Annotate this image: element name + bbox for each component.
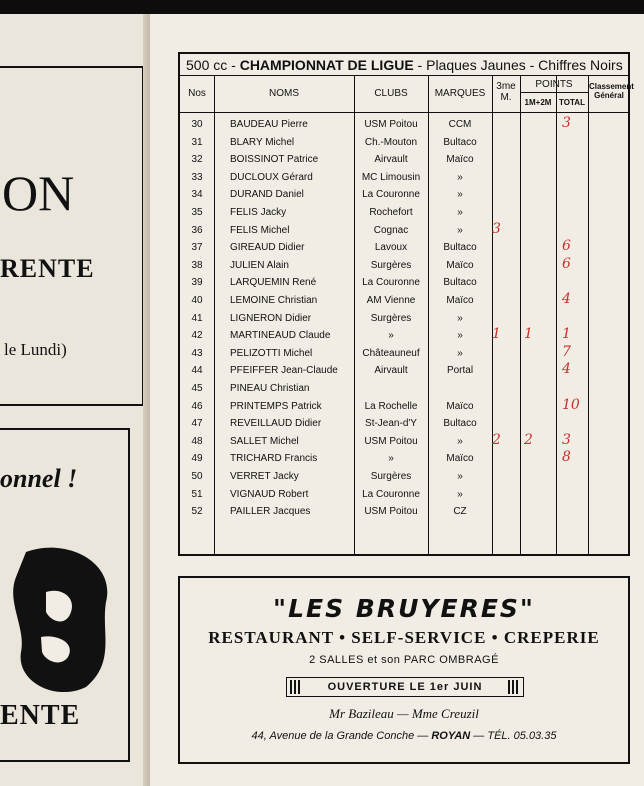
table-row — [180, 169, 628, 187]
rider-name: PRINTEMPS Patrick — [230, 400, 322, 412]
rider-club: Airvault — [374, 365, 408, 377]
handwritten-score: 2 — [524, 431, 533, 448]
stripe-decoration — [508, 680, 520, 694]
title-prefix: 500 cc - — [186, 57, 240, 73]
handwritten-score: 7 — [562, 343, 571, 360]
rider-number: 52 — [191, 506, 203, 518]
handwritten-score: 6 — [562, 255, 571, 272]
left-fragment-rente: RENTE — [0, 254, 95, 283]
rider-number: 41 — [191, 312, 203, 324]
header-noms: NOMS — [269, 88, 299, 99]
rider-club: La Couronne — [362, 488, 420, 500]
ad-name: "LES BRUYERES" — [273, 594, 535, 623]
rider-number: 45 — [191, 383, 203, 394]
table-title — [180, 54, 628, 76]
rider-number: 34 — [191, 189, 203, 201]
rider-name: REVEILLAUD Didier — [230, 418, 322, 430]
rider-club: Cognac — [373, 224, 409, 236]
table-row — [180, 204, 628, 222]
title-suffix: - Plaques Jaunes - Chiffres Noirs — [413, 57, 623, 73]
rider-make: » — [457, 189, 463, 201]
header-marques: MARQUES — [434, 88, 486, 99]
rider-make: » — [457, 207, 463, 218]
table-row — [180, 151, 628, 169]
table-row — [180, 468, 628, 486]
rider-club: Ch.-Mouton — [364, 136, 418, 148]
handwritten-score: 4 — [562, 361, 571, 378]
rider-number: 39 — [191, 277, 203, 289]
championship-table — [178, 52, 634, 556]
stripe-decoration — [290, 680, 302, 694]
rider-number: 49 — [191, 453, 203, 465]
rider-club: La Rochelle — [364, 400, 418, 412]
rider-make: CCM — [448, 119, 472, 130]
rider-club: Surgères — [370, 312, 412, 324]
left-fragment-lundi: le Lundi) — [4, 340, 67, 359]
rider-number: 38 — [191, 259, 203, 271]
table-row — [180, 345, 628, 363]
rider-club: AM Vienne — [366, 295, 416, 306]
rider-number: 50 — [191, 471, 203, 482]
table-row — [180, 450, 628, 468]
rider-number: 36 — [191, 224, 203, 236]
table-row — [180, 257, 628, 275]
rider-club: Châteauneuf — [362, 347, 420, 359]
rider-club: » — [388, 330, 394, 342]
rider-make: Maïco — [446, 400, 474, 412]
handwritten-score: 10 — [562, 396, 580, 413]
table-row — [180, 310, 628, 328]
table-row — [180, 222, 628, 240]
rider-number: 40 — [191, 295, 203, 306]
left-fragment-on: ON — [2, 165, 75, 221]
rider-name: LARQUEMIN René — [230, 277, 317, 289]
rider-club: St-Jean-d'Y — [365, 418, 417, 430]
handwritten-score: 8 — [562, 449, 571, 466]
rider-name: BAUDEAU Pierre — [230, 119, 308, 130]
header-third-m: 3me M. — [496, 81, 516, 103]
handwritten-score: 3 — [492, 220, 501, 237]
rider-make: Maïco — [446, 154, 474, 166]
left-page — [0, 14, 150, 786]
rider-name: PFEIFFER Jean-Claude — [230, 365, 338, 377]
header-no: Nos — [188, 88, 206, 99]
rider-number: 43 — [191, 347, 203, 359]
rider-club: MC Limousin — [361, 171, 421, 183]
table-row — [180, 116, 628, 134]
handwritten-score: 1 — [492, 326, 501, 343]
rider-make: » — [457, 471, 463, 482]
rider-make: Maïco — [446, 295, 474, 306]
ad-opening-banner — [286, 677, 524, 697]
rider-name: SALLET Michel — [230, 435, 299, 447]
rider-name: VERRET Jacky — [230, 471, 299, 482]
points-subheader-line — [520, 92, 588, 93]
rider-number: 32 — [191, 154, 203, 166]
rider-make: Bultaco — [443, 277, 477, 289]
table-row — [180, 327, 628, 345]
header-underline — [180, 112, 628, 113]
rider-name: VIGNAUD Robert — [230, 488, 309, 500]
rider-number: 30 — [191, 119, 203, 130]
rider-name: BLARY Michel — [230, 136, 295, 148]
rider-name: FELIS Jacky — [230, 207, 287, 218]
rider-name: DUCLOUX Gérard — [230, 171, 313, 183]
header-classement: Classement Général — [589, 82, 634, 100]
table-row — [180, 292, 628, 310]
rider-club: La Couronne — [362, 189, 420, 201]
header-total: TOTAL — [559, 98, 585, 107]
rider-number: 51 — [191, 488, 203, 500]
header-clubs: CLUBS — [374, 88, 408, 99]
handwritten-score: 6 — [562, 238, 571, 255]
table-row — [180, 186, 628, 204]
header-points: POINTS — [535, 79, 573, 90]
rider-name: TRICHARD Francis — [230, 453, 318, 465]
table-row — [180, 503, 628, 521]
rider-name: LEMOINE Christian — [230, 295, 318, 306]
rider-name: FELIS Michel — [230, 224, 290, 236]
rider-make: » — [457, 488, 463, 500]
rider-club: USM Poitou — [364, 435, 418, 447]
table-row — [180, 134, 628, 152]
rider-name: JULIEN Alain — [230, 259, 289, 271]
ad-services: RESTAURANT • SELF-SERVICE • CREPERIE — [208, 628, 600, 647]
table-row — [180, 415, 628, 433]
rider-number: 48 — [191, 435, 203, 447]
table-row — [180, 486, 628, 504]
rider-name: MARTINEAUD Claude — [230, 330, 331, 342]
handwritten-score: 3 — [562, 431, 571, 448]
top-dark-band — [0, 0, 644, 14]
rider-number: 33 — [191, 171, 203, 183]
rider-name: PINEAU Christian — [230, 383, 310, 394]
rider-number: 42 — [191, 330, 203, 342]
rider-number: 37 — [191, 242, 203, 254]
ad-salles: 2 SALLES et son PARC OMBRAGÉ — [309, 654, 499, 666]
left-fragment-ente: ENTE — [0, 700, 81, 731]
rider-make: » — [457, 171, 463, 183]
table-row — [180, 380, 628, 398]
header-1m2m: 1M+2M — [524, 98, 552, 107]
rider-make: » — [457, 312, 463, 324]
rider-club: Surgères — [370, 471, 412, 482]
restaurant-ad — [178, 576, 630, 764]
rider-name: PAILLER Jacques — [230, 506, 311, 518]
handwritten-score: 3 — [562, 115, 571, 131]
rider-club: Lavoux — [374, 242, 408, 254]
table-row — [180, 398, 628, 416]
rider-club: USM Poitou — [364, 506, 418, 518]
ad-address-city: ROYAN — [431, 730, 471, 742]
table-row — [180, 274, 628, 292]
rider-name: PELIZOTTI Michel — [230, 347, 313, 359]
rider-number: 46 — [191, 400, 203, 412]
rider-club: Airvault — [374, 154, 408, 166]
handwritten-score: 4 — [562, 291, 571, 307]
rider-club: » — [388, 453, 394, 465]
title-bold: CHAMPIONNAT DE LIGUE — [239, 57, 414, 73]
left-fragment-onnel: onnel ! — [0, 464, 78, 493]
rider-name: BOISSINOT Patrice — [230, 154, 319, 166]
table-row — [180, 239, 628, 257]
rider-name: GIREAUD Didier — [230, 242, 305, 254]
handwritten-score: 2 — [492, 431, 501, 448]
rider-make: » — [457, 224, 463, 236]
rider-make: » — [457, 330, 463, 342]
ad-address-prefix: 44, Avenue de la Grande Conche — — [251, 730, 432, 742]
rider-make: » — [457, 435, 463, 447]
handwritten-score: 1 — [562, 326, 571, 343]
ad-owners: Mr Bazileau — Mme Creuzil — [329, 706, 479, 721]
left-logo-graphic — [6, 542, 118, 692]
rider-number: 31 — [191, 136, 203, 148]
rider-make: CZ — [453, 506, 467, 518]
ad-address — [180, 730, 628, 742]
rider-club: La Couronne — [362, 277, 420, 289]
rider-make: Bultaco — [443, 242, 477, 254]
table-row — [180, 362, 628, 380]
rider-club: Rochefort — [369, 207, 413, 218]
rider-make: Bultaco — [443, 136, 477, 148]
rider-number: 35 — [191, 207, 203, 218]
table-row — [180, 433, 628, 451]
rider-make: » — [457, 347, 463, 359]
rider-make: Bultaco — [443, 418, 477, 430]
rider-club: Surgères — [370, 259, 412, 271]
rider-name: LIGNERON Didier — [230, 312, 312, 324]
rider-make: Maïco — [446, 259, 474, 271]
rider-make: Maïco — [446, 453, 474, 465]
ad-address-suffix: — TÉL. 05.03.35 — [470, 730, 557, 742]
rider-make: Portal — [446, 365, 474, 377]
rider-number: 47 — [191, 418, 203, 430]
rider-name: DURAND Daniel — [230, 189, 304, 201]
handwritten-score: 1 — [524, 326, 533, 343]
rider-club: USM Poitou — [364, 119, 418, 130]
rider-number: 44 — [191, 365, 203, 377]
ad-opening: OUVERTURE LE 1er JUIN — [327, 681, 483, 693]
